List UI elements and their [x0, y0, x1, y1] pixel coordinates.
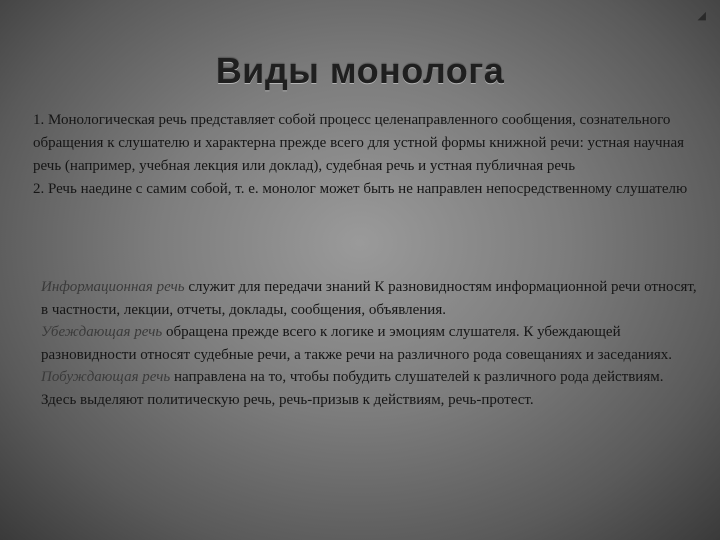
slide-title: Виды монолога	[215, 50, 505, 91]
definition-block	[33, 109, 701, 201]
paragraph-self-monologue: 2. Речь наедине с самим собой, т. е. монолог может быть не направлен непосредственному слушателю	[33, 181, 688, 197]
persuasive-speech-item	[41, 321, 701, 366]
motivating-speech-term: Побуждающая речь	[41, 369, 171, 385]
informational-speech-text: служит для передачи знаний К разновидностям информационной речи относят, в частности, лекции, отчеты, доклады, сообщения, объявления.	[41, 279, 697, 318]
informational-speech-term: Информационная речь	[41, 279, 185, 295]
persuasive-speech-text: обращена прежде всего к логике и эмоциям слушателя. К убеждающей разновидности относят судебные речи, а также речи на различного рода совещаниях и заседаниях.	[41, 324, 673, 363]
speech-types-block	[41, 276, 701, 411]
triangle-marker-icon: ◢	[697, 10, 706, 22]
persuasive-speech-term: Убеждающая речь	[41, 324, 163, 340]
motivating-speech-item	[41, 366, 701, 411]
paragraph-monologue-speech: 1. Монологическая речь представляет собой процесс целенаправленного сообщения, сознательного обращения к слушателю и характерна прежде всего для устной формы книжной речи: устная научная речь (например, учебная лекция или доклад), судебная речь и устная публичная речь	[33, 112, 685, 174]
motivating-speech-text: направлена на то, чтобы побудить слушателей к различного рода действиям. Здесь выделяют политическую речь, речь-призыв к действиям, речь-протест.	[41, 369, 664, 408]
informational-speech-item	[41, 276, 701, 321]
